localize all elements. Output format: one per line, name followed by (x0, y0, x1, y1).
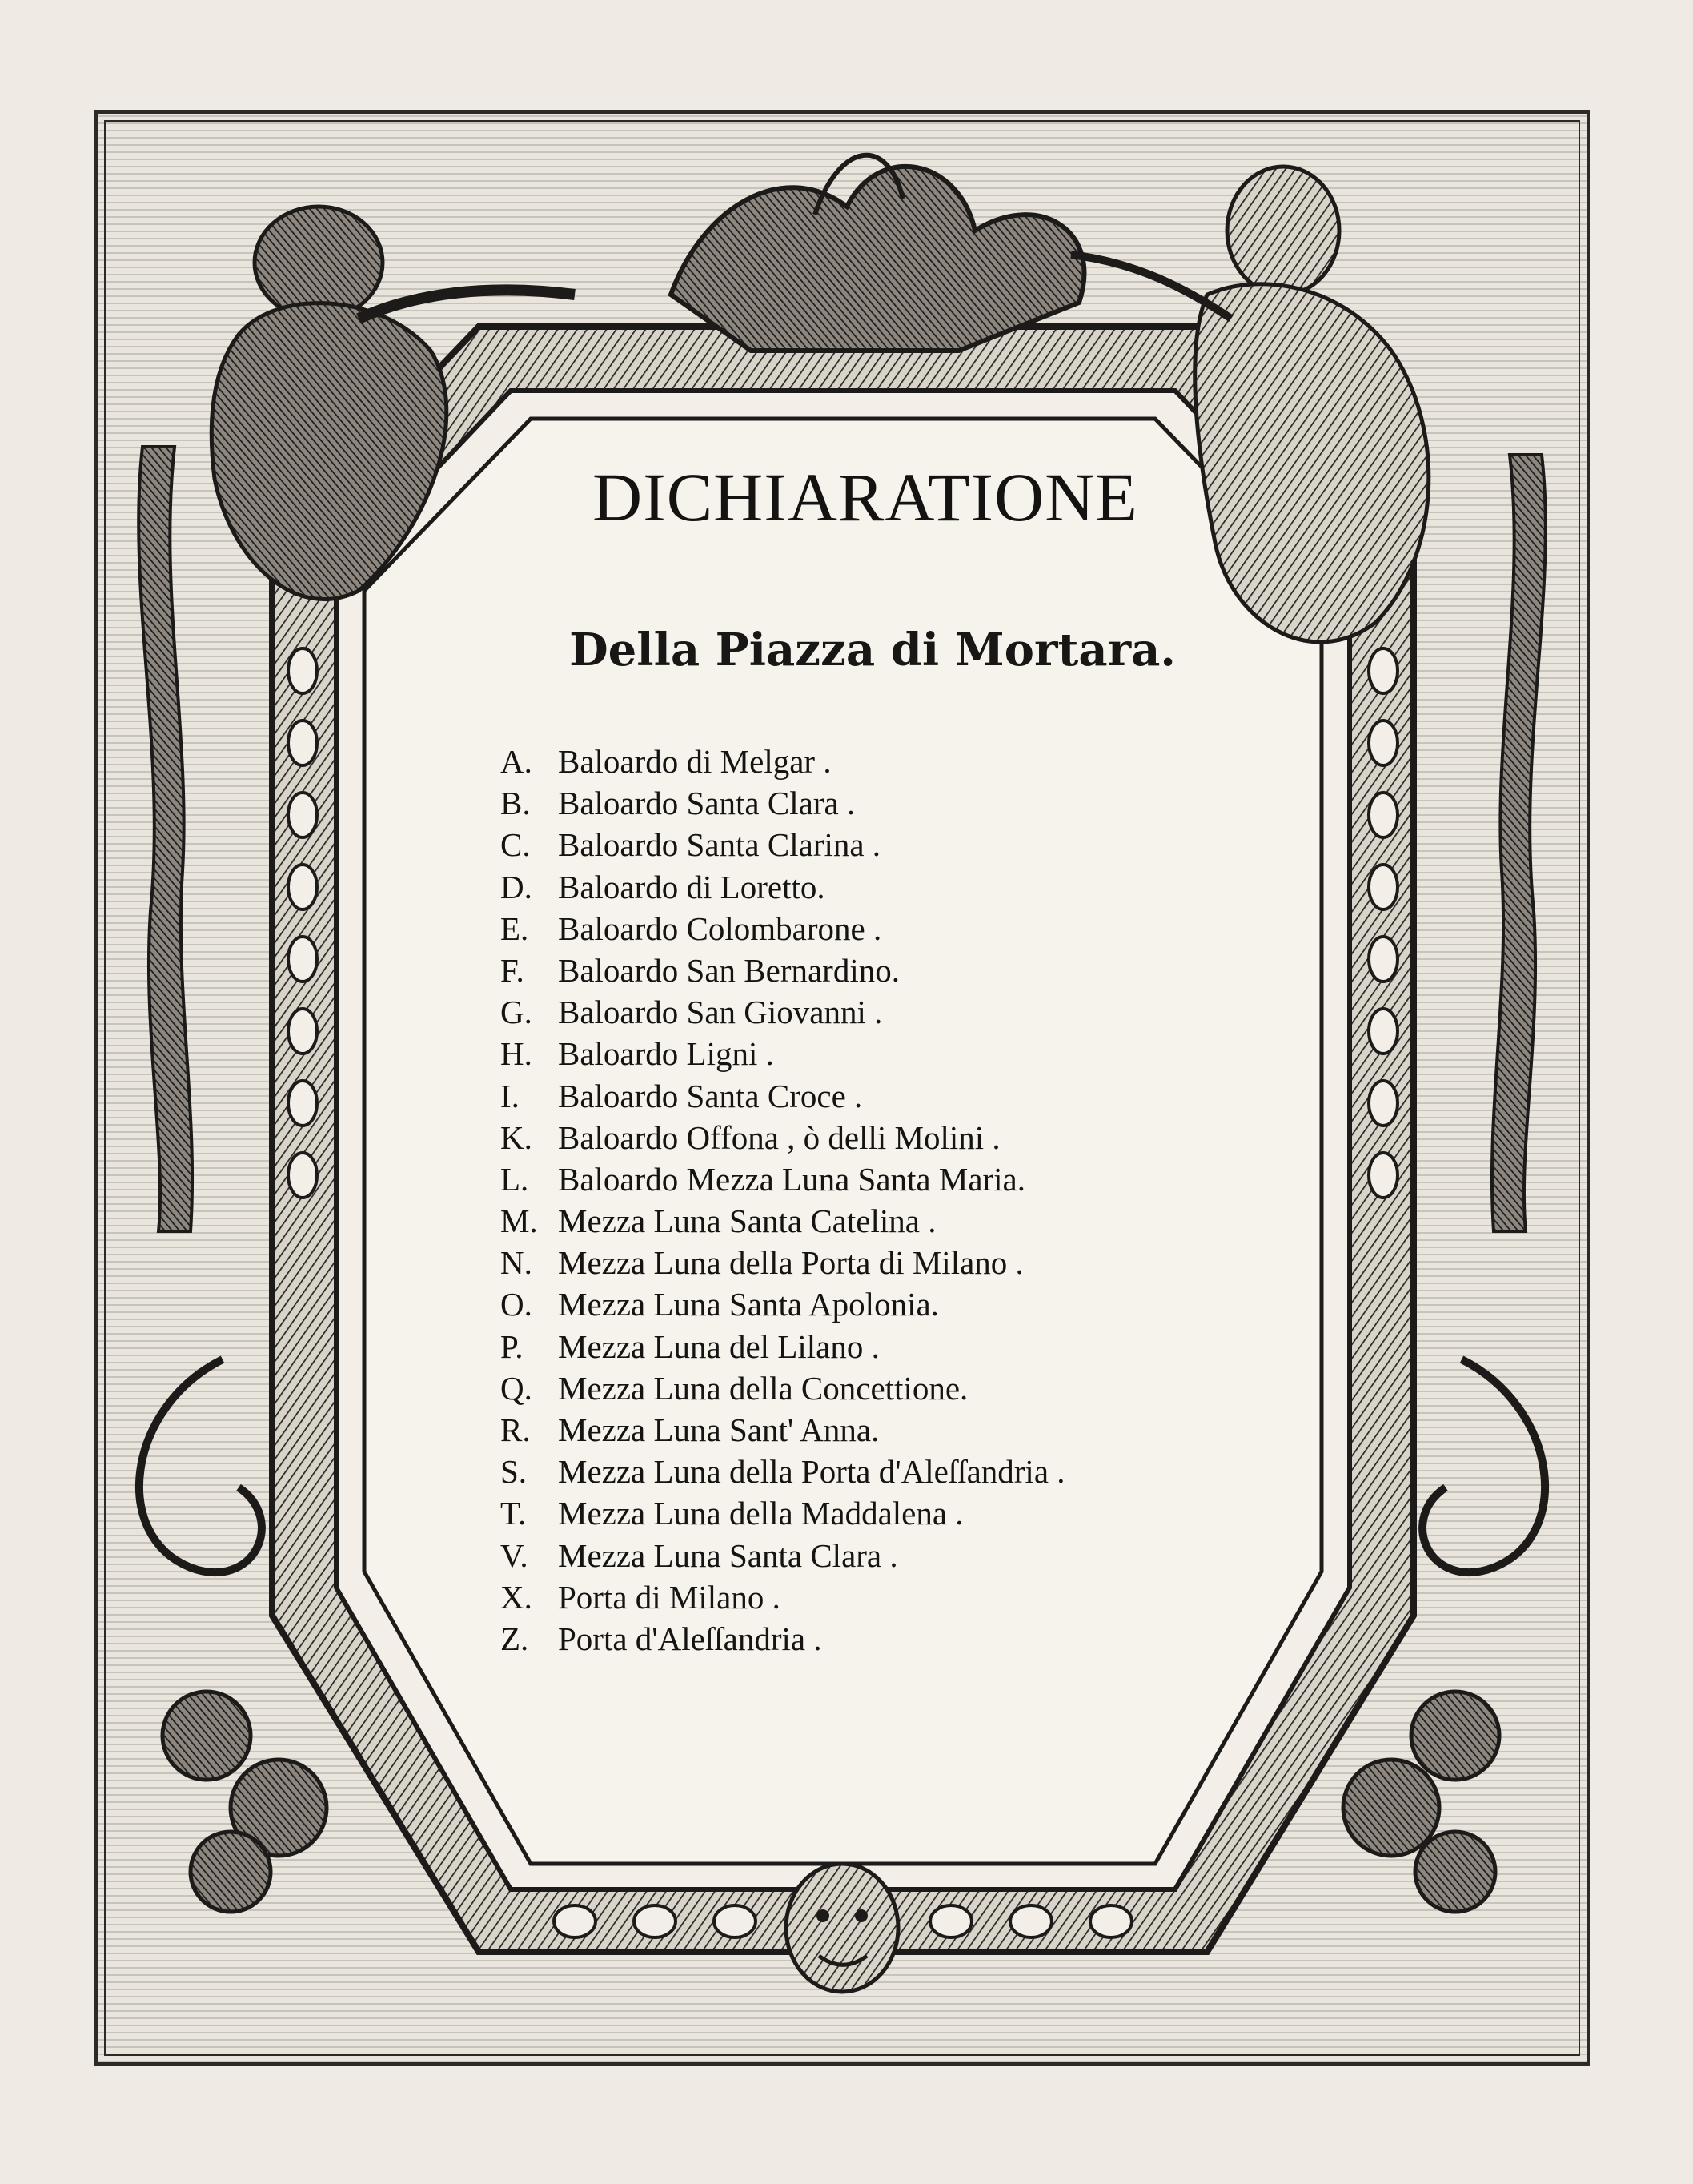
legend-name: Baloardo San Giovanni . (558, 994, 883, 1031)
legend-letter: B. (500, 785, 531, 822)
legend-letter: L. (500, 1160, 529, 1198)
list-item (500, 1075, 1301, 1117)
list-item (500, 949, 1301, 991)
list-item (500, 1158, 1301, 1200)
list-item (500, 782, 1301, 824)
legend-letter: D. (500, 868, 532, 905)
page-subtitle: Della Piazza di Mortara. (569, 624, 1176, 676)
legend-letter: X. (500, 1578, 532, 1616)
legend-name: Mezza Luna della Maddalena . (558, 1495, 964, 1532)
legend-name: Mezza Luna del Lilano . (558, 1327, 880, 1365)
legend-letter: S. (500, 1453, 528, 1491)
legend-letter: K. (500, 1118, 532, 1156)
list-item (500, 991, 1301, 1033)
legend-letter: E. (500, 909, 529, 947)
grotesque-mask (786, 1864, 898, 1992)
legend-name: Mezza Luna Santa Clara . (558, 1536, 898, 1574)
legend-name: Baloardo Santa Clarina . (558, 826, 881, 864)
acanthus-crest (671, 155, 1084, 351)
list-item (500, 1492, 1301, 1534)
page-title: DICHIARATIONE (592, 459, 1138, 536)
legend-letter: P. (500, 1327, 524, 1365)
list-item (500, 1033, 1301, 1074)
list-item (500, 1283, 1301, 1325)
legend-letter: O. (500, 1286, 532, 1323)
legend-name: Baloardo Offona , ò delli Molini . (558, 1118, 1001, 1156)
list-item (500, 1200, 1301, 1242)
legend-letter: T. (500, 1495, 527, 1532)
legend-name: Baloardo Santa Croce . (558, 1077, 863, 1114)
legend-letter: C. (500, 826, 531, 864)
list-item (500, 1618, 1301, 1660)
legend-name: Baloardo Colombarone . (558, 909, 882, 947)
legend-letter: R. (500, 1411, 531, 1448)
legend-name: Porta d'Aleſſandria . (558, 1620, 822, 1657)
legend-letter: Z. (500, 1620, 529, 1657)
list-item (500, 1576, 1301, 1618)
legend-name: Mezza Luna Santa Catelina . (558, 1202, 937, 1240)
legend-letter: F. (500, 951, 524, 989)
list-item (500, 741, 1301, 782)
legend-name: Mezza Luna della Porta di Milano . (558, 1244, 1024, 1282)
legend-name: Mezza Luna della Concettione. (558, 1369, 969, 1407)
legend-letter: V. (500, 1536, 528, 1574)
legend-name: Baloardo Santa Clara . (558, 785, 856, 822)
legend-name: Baloardo di Loretto. (558, 868, 825, 905)
legend-letter: A. (500, 743, 532, 780)
legend-name: Baloardo Mezza Luna Santa Maria. (558, 1160, 1026, 1198)
list-item (500, 1117, 1301, 1158)
legend-letter: M. (500, 1202, 538, 1240)
list-item (500, 1326, 1301, 1367)
list-item (500, 1409, 1301, 1451)
legend-name: Mezza Luna Sant' Anna. (558, 1411, 880, 1448)
legend-letter: N. (500, 1244, 532, 1282)
legend-name: Porta di Milano . (558, 1578, 780, 1616)
list-item (500, 866, 1301, 908)
list-item (500, 1535, 1301, 1576)
legend-name: Baloardo Ligni . (558, 1035, 774, 1073)
list-item (500, 824, 1301, 865)
legend-letter: H. (500, 1035, 532, 1073)
list-item (500, 1242, 1301, 1283)
legend-name: Mezza Luna Santa Apolonia. (558, 1286, 939, 1323)
legend-name: Baloardo San Bernardino. (558, 951, 900, 989)
legend-letter: Q. (500, 1369, 532, 1407)
legend-name: Baloardo di Melgar . (558, 743, 832, 780)
list-item (500, 908, 1301, 949)
list-item (500, 1367, 1301, 1409)
legend-letter: I. (500, 1077, 520, 1114)
list-item (500, 1451, 1301, 1492)
legend-letter: G. (500, 994, 532, 1031)
legend-name: Mezza Luna della Porta d'Aleſſandria . (558, 1453, 1065, 1491)
fortification-legend (500, 741, 1301, 1660)
